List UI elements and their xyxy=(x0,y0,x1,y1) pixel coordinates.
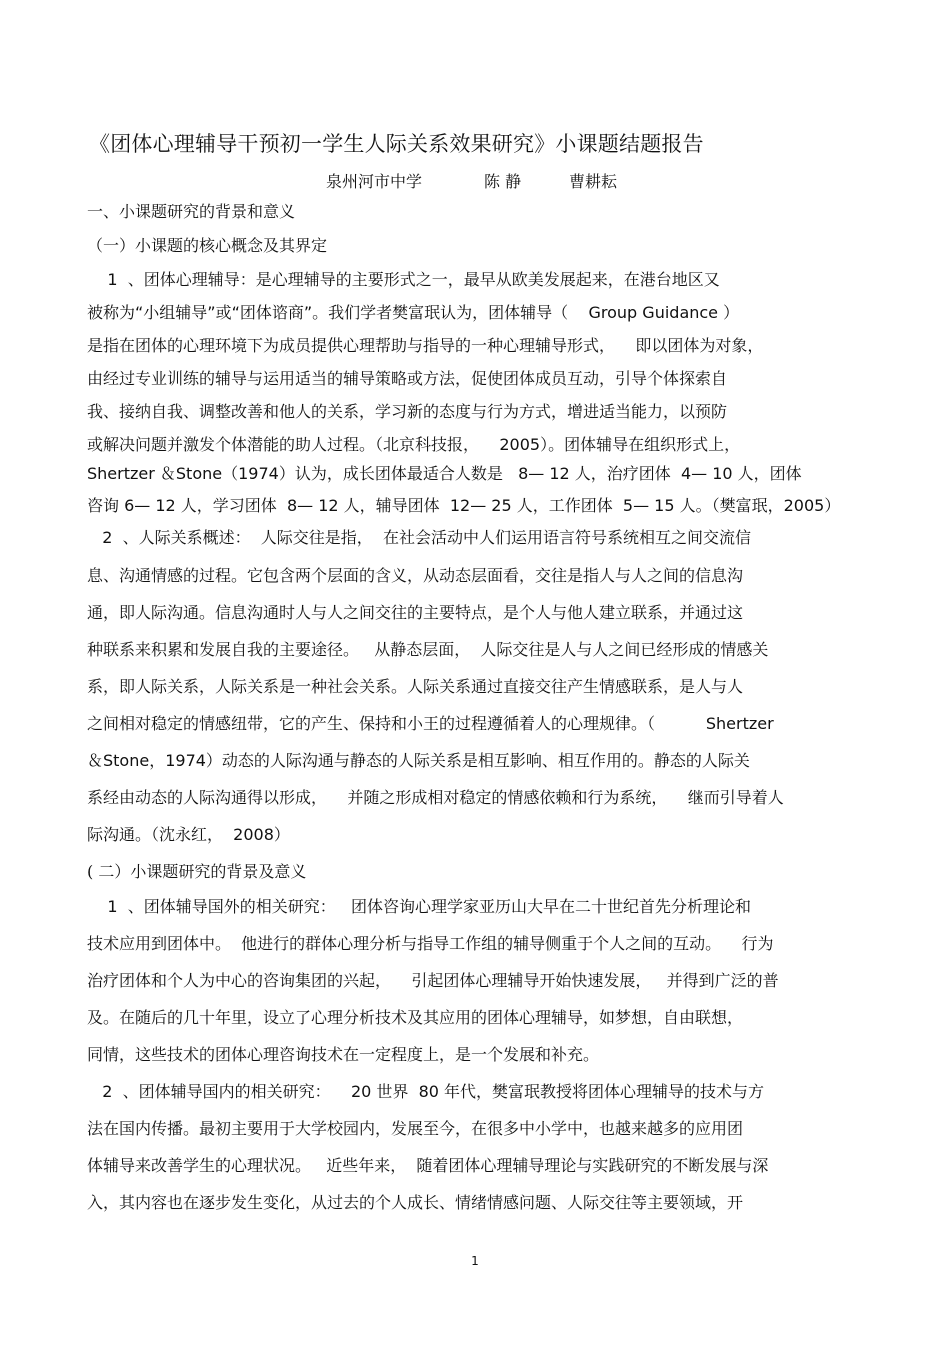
paragraph-line: 由经过专业训练的辅导与运用适当的辅导策略或方法，促使团体成员互动，引导个体探索自 xyxy=(87,369,728,388)
paragraph-line: 及。在随后的几十年里，设立了心理分析技术及其应用的团体心理辅导，如梦想，自由联想， xyxy=(87,1008,744,1027)
paragraph-line: ＆Stone，1974）动态的人际沟通与静态的人际关系是相互影响、相互作用的。静态的人际关 xyxy=(87,751,750,770)
school-name: 泉州河市中学 xyxy=(326,172,423,191)
paragraph-line: 我、接纳自我、调整改善和他人的关系，学习新的态度与行为方式，增进适当能力，以预防 xyxy=(87,402,728,421)
paragraph-line: 法在国内传播。最初主要用于大学校园内，发展至今，在很多中小学中，也越来越多的应用团 xyxy=(87,1119,744,1138)
paragraph-line: 息、沟通情感的过程。它包含两个层面的含义，从动态层面看，交往是指人与人之间的信息沟 xyxy=(87,566,744,585)
paragraph-line: 2 、团体辅导国内的相关研究： 20 世界 80 年代，樊富珉教授将团体心理辅导的技术与方 xyxy=(87,1082,765,1101)
paragraph-line: 之间相对稳定的情感纽带，它的产生、保持和小王的过程遵循着人的心理规律。（ Shertzer xyxy=(87,714,774,733)
paragraph-line: 入，其内容也在逐步发生变化，从过去的个人成长、情绪情感问题、人际交往等主要领域，开 xyxy=(87,1193,744,1212)
paragraph-line: 2 、人际关系概述： 人际交往是指， 在社会活动中人们运用语言符号系统相互之间交流信 xyxy=(87,528,751,547)
paragraph-line: 际沟通。（沈永红， 2008） xyxy=(87,825,290,844)
author-name-2: 曹耕耘 xyxy=(569,172,618,191)
paragraph-line: 通，即人际沟通。信息沟通时人与人之间交往的主要特点，是个人与他人建立联系，并通过这 xyxy=(87,603,744,622)
paragraph-line: 治疗团体和个人为中心的咨询集团的兴起， 引起团体心理辅导开始快速发展， 并得到广泛的普 xyxy=(87,971,779,990)
paragraph-line: 被称为“小组辅导”或“团体谘商”。我们学者樊富珉认为，团体辅导（ Group Guidance ） xyxy=(87,303,740,322)
paragraph-line: 系，即人际关系，人际关系是一种社会关系。人际关系通过直接交往产生情感联系，是人与人 xyxy=(87,677,744,696)
paragraph-line: 1 、团体心理辅导：是心理辅导的主要形式之一，最早从欧美发展起来，在港台地区又 xyxy=(87,270,720,289)
subsection-heading-1: （一）小课题的核心概念及其界定 xyxy=(87,236,328,255)
paragraph-line: 体辅导来改善学生的心理状况。 近些年来， 随着团体心理辅导理论与实践研究的不断发展与深 xyxy=(87,1156,769,1175)
author-line xyxy=(326,169,617,192)
paragraph-line: 种联系来积累和发展自我的主要途径。 从静态层面， 人际交往是人与人之间已经形成的情感关 xyxy=(87,640,769,659)
paragraph-line: 系经由动态的人际沟通得以形成， 并随之形成相对稳定的情感依赖和行为系统， 继而引导着人 xyxy=(87,788,784,807)
paragraph-line: 1 、团体辅导国外的相关研究： 团体咨询心理学家亚历山大早在二十世纪首先分析理论和 xyxy=(87,897,751,916)
section-heading-1: 一、小课题研究的背景和意义 xyxy=(87,202,296,221)
paragraph-line: Shertzer ＆Stone（1974）认为，成长团体最适合人数是 8— 12 人，治疗团体 4— 10 人，团体 xyxy=(87,464,802,483)
paragraph-line: 是指在团体的心理环境下为成员提供心理帮助与指导的一种心理辅导形式， 即以团体为对象， xyxy=(87,336,764,355)
subsection-heading-2: ( 二）小课题研究的背景及意义 xyxy=(87,862,307,881)
paragraph-line: 咨询 6— 12 人，学习团体 8— 12 人，辅导团体 12— 25 人，工作团体 5— 15 人。（樊富珉，2005） xyxy=(87,496,841,515)
paragraph-line: 同情，这些技术的团体心理咨询技术在一定程度上，是一个发展和补充。 xyxy=(87,1045,600,1064)
document-title: 《团体心理辅导干预初一学生人际关系效果研究》小课题结题报告 xyxy=(89,132,704,156)
page-number: 1 xyxy=(471,1254,479,1268)
paragraph-line: 或解决问题并激发个体潜能的助人过程。（北京科技报， 2005）。团体辅导在组织形式上， xyxy=(87,435,741,454)
paragraph-line: 技术应用到团体中。 他进行的群体心理分析与指导工作组的辅导侧重于个人之间的互动。 行为 xyxy=(87,934,774,953)
author-name-1: 陈 静 xyxy=(484,172,522,191)
